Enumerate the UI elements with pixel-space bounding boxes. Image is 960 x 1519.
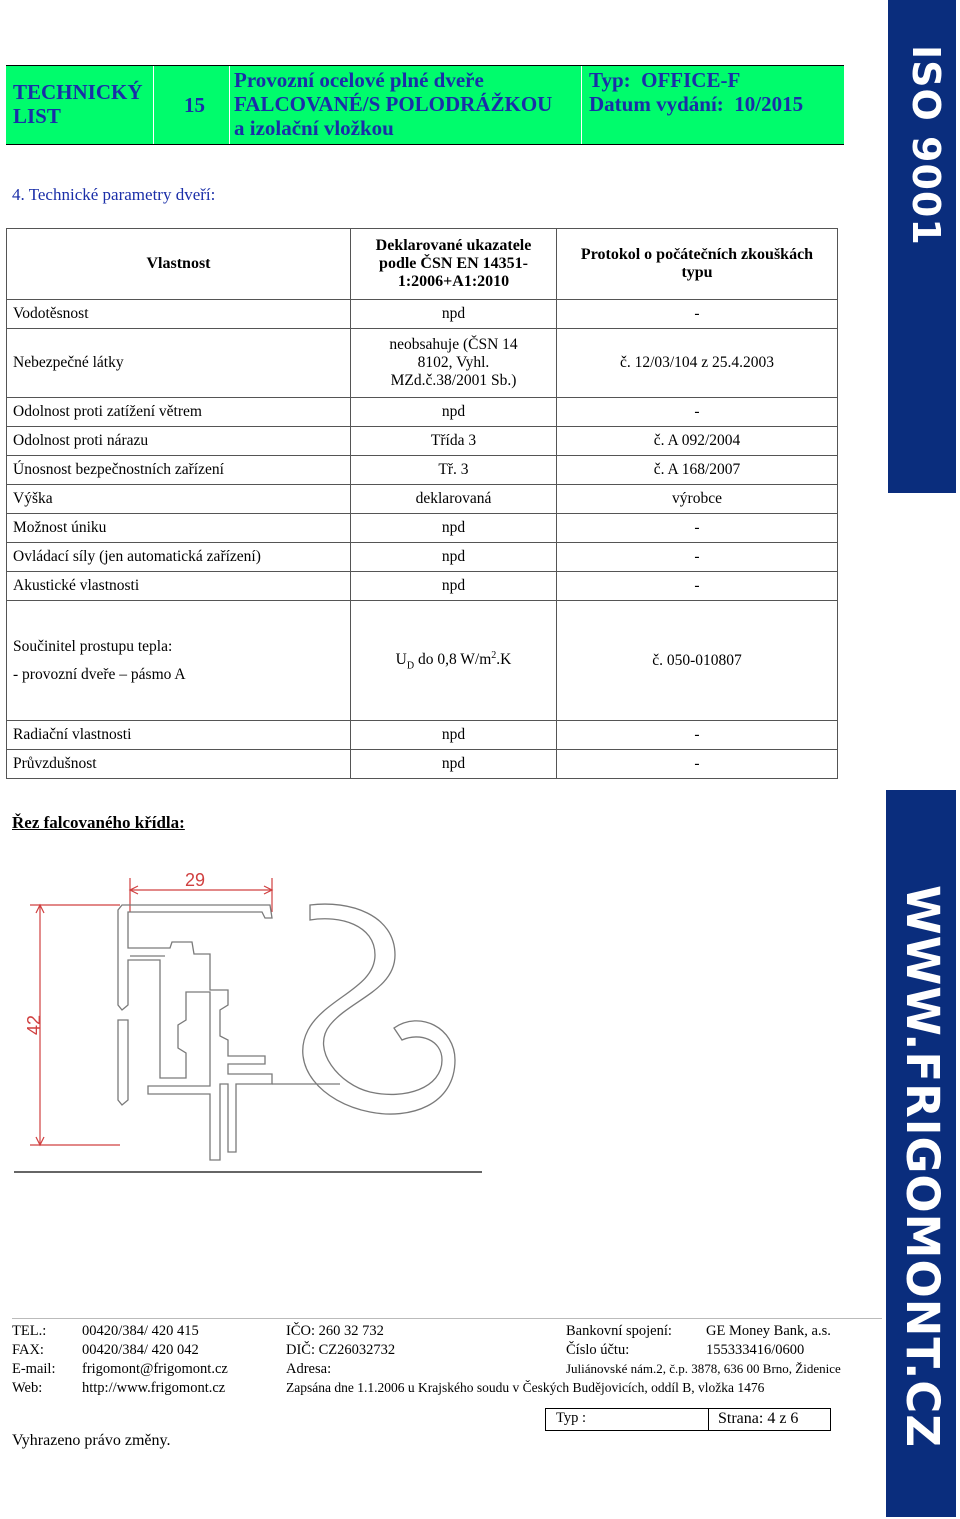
doc-type: TECHNICKÝ LIST xyxy=(13,80,143,128)
type-line xyxy=(589,68,740,92)
product-cell xyxy=(230,66,582,144)
document-header xyxy=(6,65,844,145)
cell-property: Nebezpečné látky xyxy=(7,329,351,398)
footer-divider xyxy=(12,1318,882,1319)
cell-property xyxy=(7,601,351,721)
heat-transfer-sublabel: - provozní dveře – pásmo A xyxy=(13,665,186,683)
cell-property: Ovládací síly (jen automatická zařízení) xyxy=(7,543,351,572)
iso-label: ISO 9001 xyxy=(904,45,948,246)
header-protocol: Protokol o počátečních zkouškách typu xyxy=(557,229,838,300)
web-sidebar xyxy=(886,790,956,1517)
cell-property: Odolnost proti zatížení větrem xyxy=(7,398,351,427)
cell-protocol: - xyxy=(557,300,838,329)
bank-label: Bankovní spojení: xyxy=(566,1323,672,1339)
type-box-label: Typ : xyxy=(556,1410,586,1426)
frame-lower-leg xyxy=(118,1020,128,1105)
table-row xyxy=(7,329,838,398)
table-row xyxy=(7,398,838,427)
product-line-3: a izolační vložkou xyxy=(234,116,394,140)
u-superscript: 2 xyxy=(491,649,497,661)
table-row xyxy=(7,300,838,329)
table-row xyxy=(7,427,838,456)
table-row xyxy=(7,572,838,601)
cell-protocol: - xyxy=(557,543,838,572)
account-value: 155333416/0600 xyxy=(706,1342,805,1358)
cell-protocol: - xyxy=(557,750,838,779)
ico: IČO: 260 32 732 xyxy=(286,1323,384,1339)
fax-value: 00420/384/ 420 042 xyxy=(82,1342,199,1358)
registration-note: Zapsána dne 1.1.2006 u Krajského soudu v Českých Budějovicích, oddíl B, vložka 1476 xyxy=(286,1380,765,1395)
page-number: Strana: 4 z 6 xyxy=(718,1410,799,1427)
cell-protocol: - xyxy=(557,514,838,543)
cell-declared: npd xyxy=(351,721,557,750)
cell-protocol: - xyxy=(557,398,838,427)
table-row xyxy=(7,514,838,543)
date-line xyxy=(589,92,803,116)
web-label: Web: xyxy=(12,1380,43,1396)
email-label: E-mail: xyxy=(12,1361,56,1377)
header-declared: Deklarované ukazatele podle ČSN EN 14351-1:2006+A1:2010 xyxy=(351,229,557,300)
table-row xyxy=(7,543,838,572)
cell-declared: npd xyxy=(351,300,557,329)
type-value: OFFICE-F xyxy=(641,68,741,92)
table-row xyxy=(7,485,838,514)
header-property: Vlastnost xyxy=(7,229,351,300)
frame-profile xyxy=(118,905,272,1160)
tel-label: TEL.: xyxy=(12,1323,47,1339)
cell-property: Výška xyxy=(7,485,351,514)
cell-declared: Třída 3 xyxy=(351,427,557,456)
bank-value: GE Money Bank, a.s. xyxy=(706,1323,831,1339)
cell-protocol: č. 12/03/104 z 25.4.2003 xyxy=(557,329,838,398)
cell-declared: neobsahuje (ČSN 14 8102, Vyhl. MZd.č.38/2001 Sb.) xyxy=(351,329,557,398)
type-page-box xyxy=(545,1408,831,1431)
table-row xyxy=(7,721,838,750)
cell-declared: npd xyxy=(351,543,557,572)
doc-type-cell xyxy=(6,66,154,144)
cell-protocol: - xyxy=(557,572,838,601)
cell-declared: npd xyxy=(351,514,557,543)
rubber-seal xyxy=(303,904,455,1114)
type-label: Typ: xyxy=(589,68,631,92)
cell-declared: Tř. 3 xyxy=(351,456,557,485)
account-label: Číslo účtu: xyxy=(566,1342,630,1358)
email-value[interactable]: frigomont@frigomont.cz xyxy=(82,1361,228,1377)
web-value[interactable]: http://www.frigomont.cz xyxy=(82,1380,226,1396)
web-label: WWW.FRIGOMONT.CZ xyxy=(896,885,949,1448)
doc-number: 15 xyxy=(184,93,205,117)
u-unit-end: .K xyxy=(496,651,512,669)
cell-property: Únosnost bezpečnostních zařízení xyxy=(7,456,351,485)
date-value: 10/2015 xyxy=(734,92,804,116)
cell-property: Vodotěsnost xyxy=(7,300,351,329)
width-dimension-label: 29 xyxy=(184,870,206,890)
fax-label: FAX: xyxy=(12,1342,44,1358)
tel-value: 00420/384/ 420 415 xyxy=(82,1323,199,1339)
cell-protocol: č. A 168/2007 xyxy=(557,456,838,485)
product-line-2: FALCOVANÉ/S POLODRÁŽKOU xyxy=(234,92,553,116)
cell-protocol: č. A 092/2004 xyxy=(557,427,838,456)
table-row xyxy=(7,601,838,721)
cell-property: Průvzdušnost xyxy=(7,750,351,779)
date-label: Datum vydání: xyxy=(589,92,724,116)
table-header-row xyxy=(7,229,838,300)
drawing-title: Řez falcovaného křídla: xyxy=(12,813,185,832)
reserved-note: Vyhrazeno právo změny. xyxy=(12,1432,171,1449)
cell-protocol: č. 050-010807 xyxy=(557,601,838,721)
cell-property: Akustické vlastnosti xyxy=(7,572,351,601)
doc-number-cell xyxy=(154,66,230,144)
u-subscript: D xyxy=(406,660,415,672)
table-row xyxy=(7,456,838,485)
cell-declared: npd xyxy=(351,398,557,427)
address-label: Adresa: xyxy=(286,1361,332,1377)
cell-declared: deklarovaná xyxy=(351,485,557,514)
address-value: Juliánovské nám.2, č.p. 3878, 636 00 Brno, Židenice xyxy=(566,1361,841,1376)
cell-protocol: - xyxy=(557,721,838,750)
dic: DIČ: CZ26032732 xyxy=(286,1342,396,1358)
height-dimension-label: 42 xyxy=(24,1014,44,1036)
iso-sidebar xyxy=(888,0,956,493)
u-value: do 0,8 W/m xyxy=(414,651,492,669)
cell-declared: npd xyxy=(351,572,557,601)
product-line-1: Provozní ocelové plné dveře xyxy=(234,68,484,92)
table-row xyxy=(7,750,838,779)
cross-section-drawing xyxy=(10,860,490,1180)
cell-property: Radiační vlastnosti xyxy=(7,721,351,750)
u-symbol: U xyxy=(395,651,407,669)
cell-declared: npd xyxy=(351,750,557,779)
cell-property: Odolnost proti nárazu xyxy=(7,427,351,456)
box-divider xyxy=(708,1409,709,1430)
type-date-cell xyxy=(582,66,844,144)
parameters-table xyxy=(6,228,838,779)
section-title: 4. Technické parametry dveří: xyxy=(12,185,216,204)
cell-declared xyxy=(351,601,557,721)
cell-protocol: výrobce xyxy=(557,485,838,514)
cell-property: Možnost úniku xyxy=(7,514,351,543)
heat-transfer-label: Součinitel prostupu tepla: xyxy=(13,637,173,655)
